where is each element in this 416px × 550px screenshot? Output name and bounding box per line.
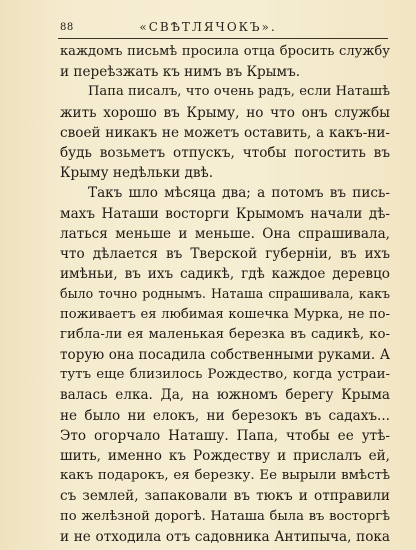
body-text bbox=[60, 42, 390, 547]
text-line: махъ Наташи восторги Крымомъ начали дѣ- bbox=[60, 205, 390, 222]
header-rule bbox=[58, 38, 388, 39]
text-line: валась елка. Да, на южномъ берегу Крыма bbox=[60, 387, 390, 404]
text-line: не было ни елокъ, ни березокъ въ садахъ... bbox=[60, 407, 390, 424]
text-line: съ землей, запаковали въ тюкъ и отправили bbox=[60, 488, 390, 505]
text-line: по желѣзной дорогѣ. Наташа была въ восторгѣ bbox=[60, 508, 390, 524]
text-line: своей никакъ не можетъ оставить, а какъ-ни- bbox=[60, 124, 390, 141]
page-header bbox=[0, 14, 416, 38]
text-line: было точно роднымъ. Наташа спрашивала, какъ bbox=[60, 286, 390, 302]
text-line: жить хорошо въ Крыму, но что онъ службы bbox=[60, 104, 390, 121]
text-line: каждомъ письмѣ просила отца бросить службу bbox=[60, 44, 390, 59]
text-line: что дѣлается въ Тверской губерніи, въ ихъ bbox=[60, 246, 390, 263]
text-line: будь возьметъ отпускъ, чтобы погостить въ bbox=[60, 145, 390, 162]
running-title: «СВѢТЛЯЧОКЪ». bbox=[139, 20, 277, 34]
text-line: торую она посадила собственными руками. А bbox=[60, 347, 390, 364]
text-line: Это огорчало Наташу. Папа, чтобы ее утѣ- bbox=[60, 427, 390, 444]
text-line: гибла-ли ея маленькая березка въ садикѣ, ко- bbox=[60, 326, 390, 342]
text-line: и не отходила отъ садовника Антипыча, пока bbox=[60, 528, 390, 545]
text-line: и переѣзжать къ нимъ въ Крымъ. bbox=[60, 64, 301, 81]
text-line: латься меньше и меньше. Она спрашивала, bbox=[60, 225, 390, 242]
text-line: Крыму недѣльки двѣ. bbox=[60, 165, 214, 182]
text-line: Такъ шло мѣсяца два; а потомъ въ пись- bbox=[88, 185, 390, 202]
text-line: какъ подарокъ, ея березку. Ее вырыли вмѣстѣ bbox=[60, 468, 390, 484]
page-number: 88 bbox=[60, 22, 74, 33]
text-line: Папа писалъ, что очень радъ, если Наташѣ bbox=[88, 84, 390, 100]
text-line: шить, именно къ Рождеству и прислалъ ей, bbox=[60, 448, 390, 465]
text-line: имѣньи, въ ихъ садикѣ, гдѣ каждое деревцо bbox=[60, 266, 390, 283]
text-line: поживаетъ ея любимая кошечка Мурка, не по- bbox=[60, 306, 390, 322]
text-line: тутъ еще близилось Рождество, когда устраи- bbox=[60, 367, 390, 383]
